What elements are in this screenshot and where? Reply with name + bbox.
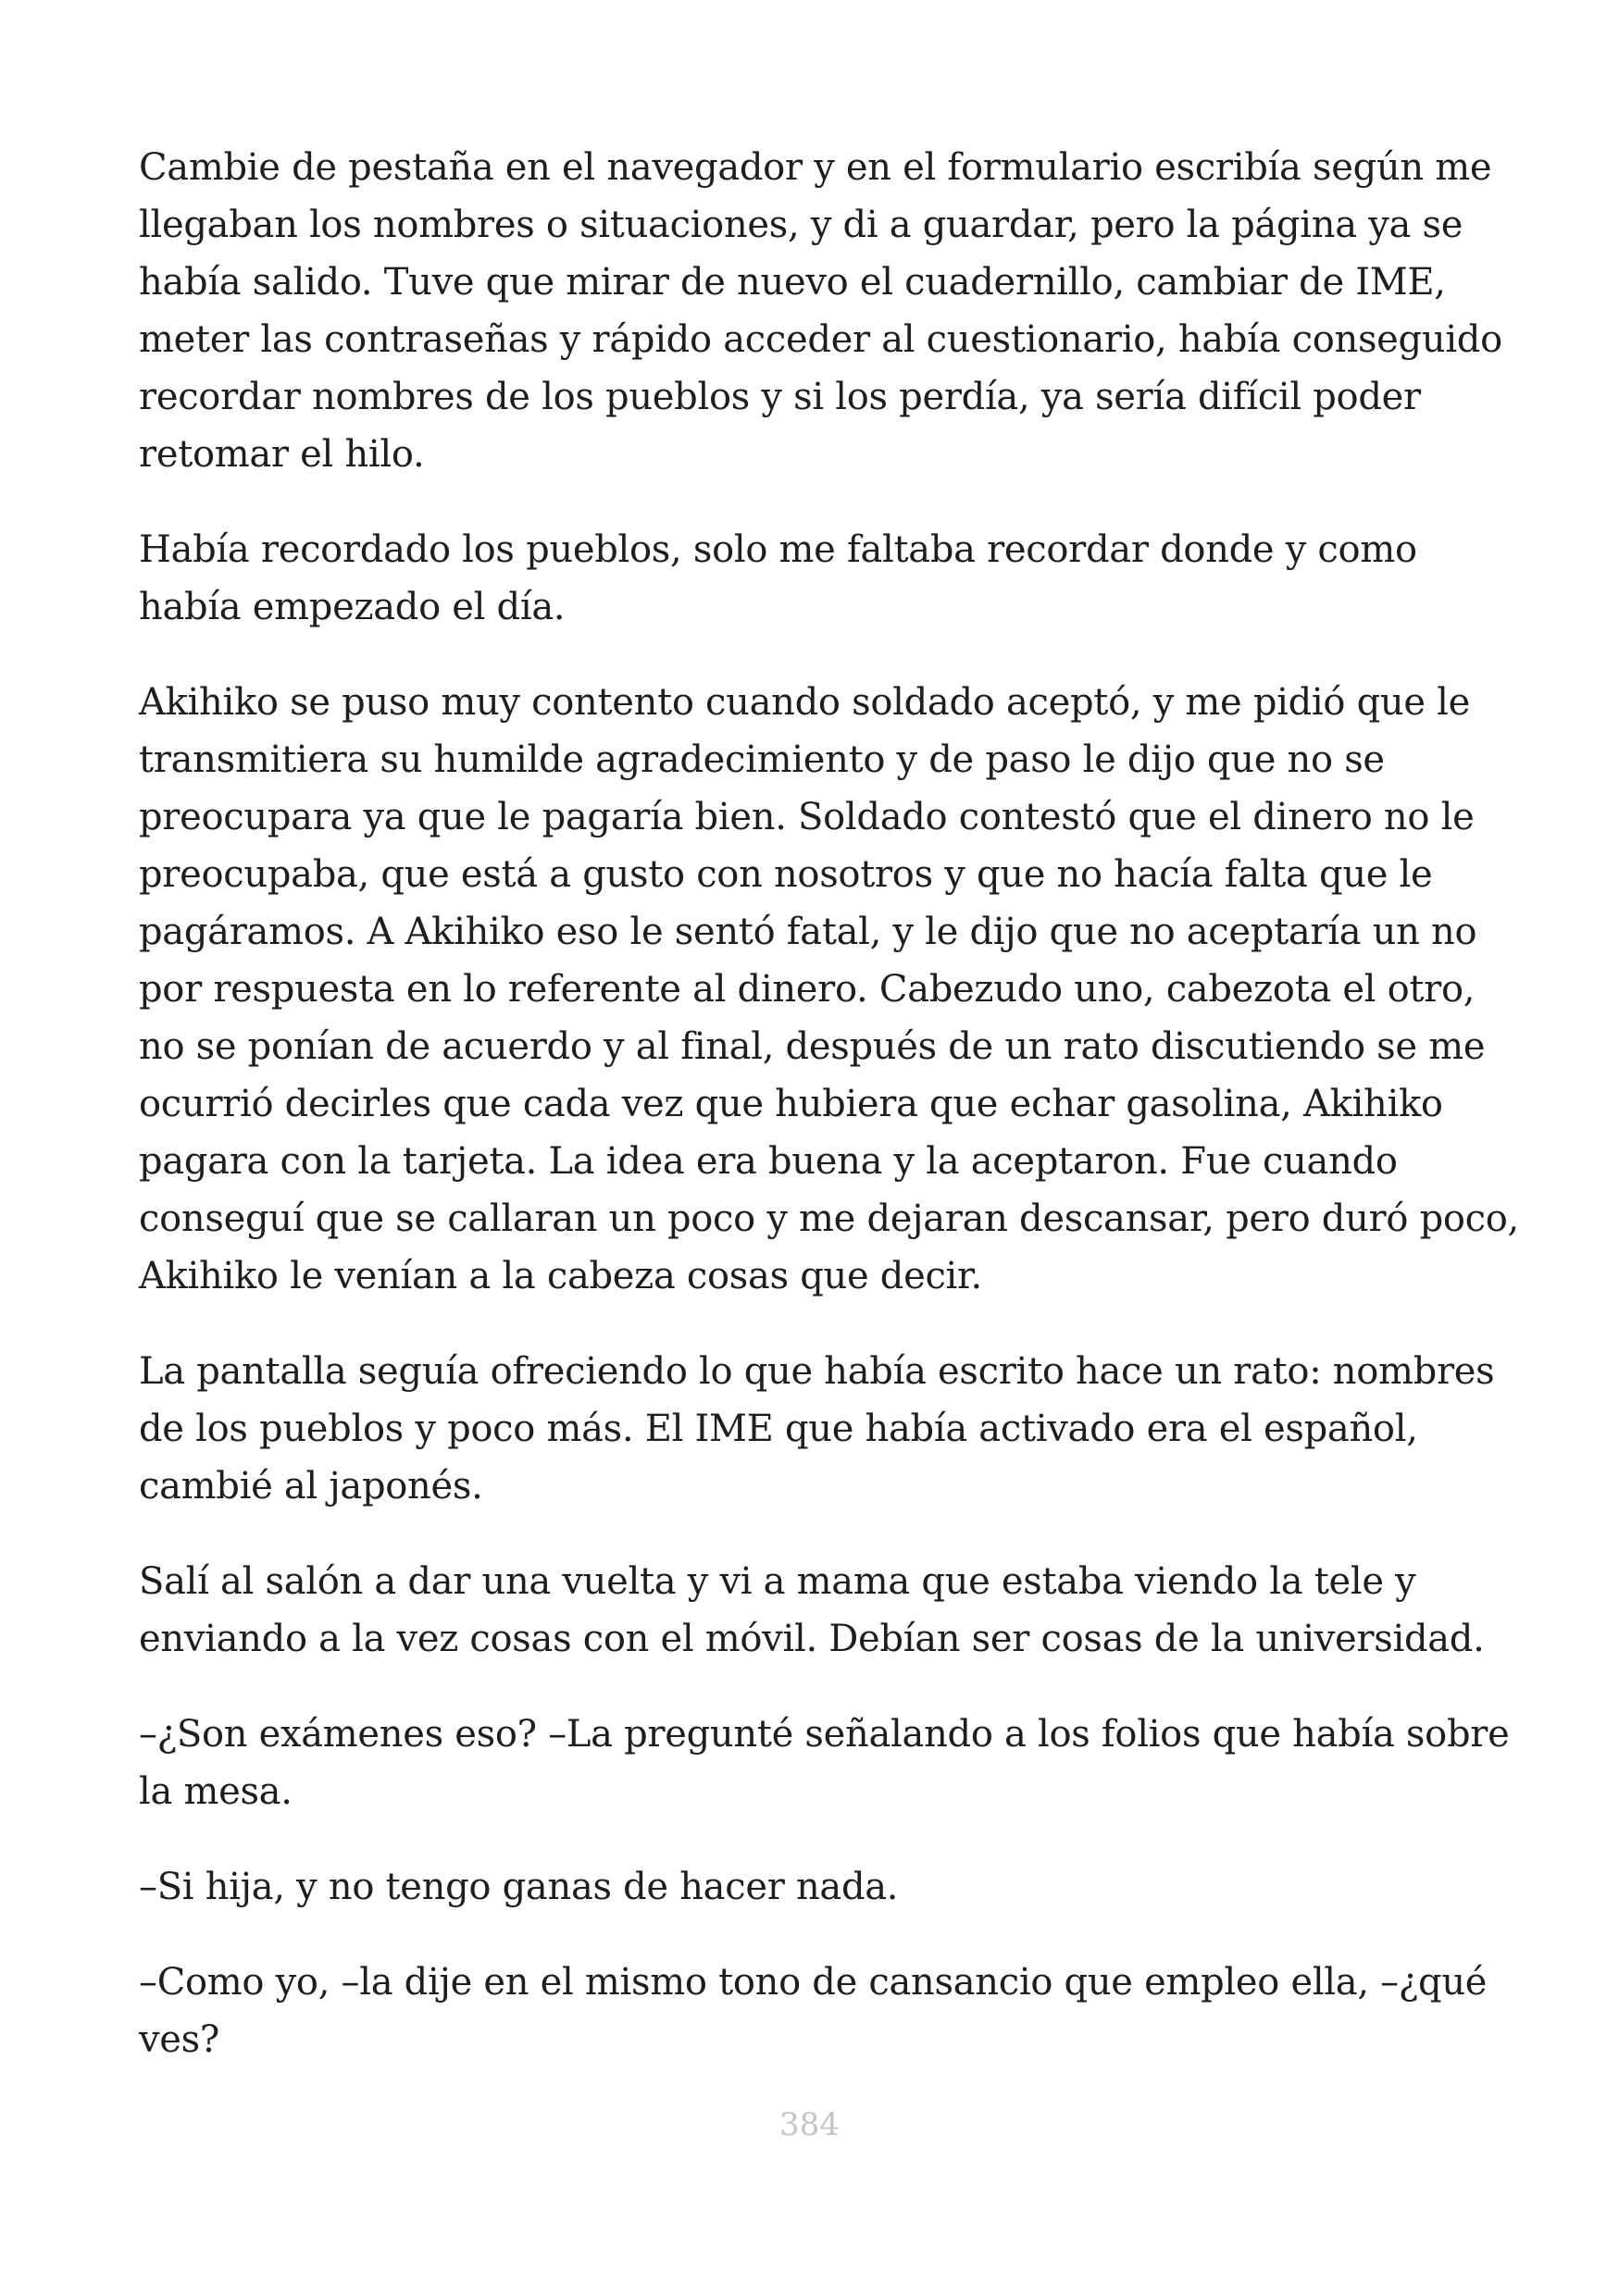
text-line: recordar nombres de los pueblos y si los perdía, ya sería difícil poder (139, 376, 1421, 418)
text-line: ocurrió decirles que cada vez que hubiera que echar gasolina, Akihiko (139, 1083, 1443, 1125)
text-line: enviando a la vez cosas con el móvil. Debían ser cosas de la universidad. (139, 1618, 1485, 1660)
text-line: de los pueblos y poco más. El IME que había activado era el español, (139, 1408, 1418, 1450)
paragraph (139, 1343, 1495, 1515)
text-line: Había recordado los pueblos, solo me faltaba recordar donde y como (139, 528, 1417, 571)
text-line: llegaban los nombres o situaciones, y di a guardar, pero la página ya se (139, 204, 1463, 246)
text-line: ves? (139, 2018, 220, 2061)
text-line: La pantalla seguía ofreciendo lo que había escrito hace un rato: nombres (139, 1350, 1495, 1393)
text-line: Cambie de pestaña en el navegador y en el formulario escribía según me (139, 146, 1492, 189)
paragraph (139, 1954, 1488, 2068)
paragraph (139, 1858, 1472, 1916)
text-line: cambié al japonés. (139, 1465, 483, 1508)
text-line: pagáramos. A Akihiko eso le sentó fatal, y le dijo que no aceptaría un no (139, 911, 1477, 953)
paragraph (139, 139, 1502, 483)
text-line: Akihiko se puso muy contento cuando soldado aceptó, y me pidió que le (139, 681, 1471, 724)
text-line: pagara con la tarjeta. La idea era buena y la aceptaron. Fue cuando (139, 1140, 1398, 1183)
paragraph (139, 521, 1472, 636)
text-line: había empezado el día. (139, 586, 566, 628)
text-line: preocupaba, que está a gusto con nosotros y que no hacía falta que le (139, 853, 1433, 896)
text-line: meter las contraseñas y rápido acceder al cuestionario, había conseguido (139, 318, 1502, 361)
paragraph (139, 674, 1519, 1305)
paragraph (139, 1706, 1510, 1820)
text-line: Akihiko le venían a la cabeza cosas que decir. (139, 1255, 982, 1297)
text-line: preocupara ya que le pagaría bien. Soldado contestó que el dinero no le (139, 796, 1475, 838)
text-line: transmitiera su humilde agradecimiento y de paso le dijo que no se (139, 738, 1385, 781)
text-line: había salido. Tuve que mirar de nuevo el cuadernillo, cambiar de IME, (139, 261, 1446, 304)
text-line: por respuesta en lo referente al dinero. Cabezudo uno, cabezota el otro, (139, 968, 1476, 1011)
text-line: no se ponían de acuerdo y al final, después de un rato discutiendo se me (139, 1025, 1486, 1068)
paragraph (139, 1553, 1485, 1668)
text-line: conseguí que se callaran un poco y me dejaran descansar, pero duró poco, (139, 1198, 1519, 1240)
page-number: 384 (779, 2106, 840, 2143)
text-line: –Como yo, –la dije en el mismo tono de cansancio que empleo ella, –¿qué (139, 1961, 1488, 2004)
text-line: Salí al salón a dar una vuelta y vi a mama que estaba viendo la tele y (139, 1560, 1416, 1603)
page-body (139, 139, 1519, 2106)
text-line: retomar el hilo. (139, 433, 425, 476)
text-line: –Si hija, y no tengo ganas de hacer nada. (139, 1866, 899, 1908)
text-line: la mesa. (139, 1770, 293, 1813)
text-line: –¿Son exámenes eso? –La pregunté señalando a los folios que había sobre (139, 1713, 1510, 1756)
